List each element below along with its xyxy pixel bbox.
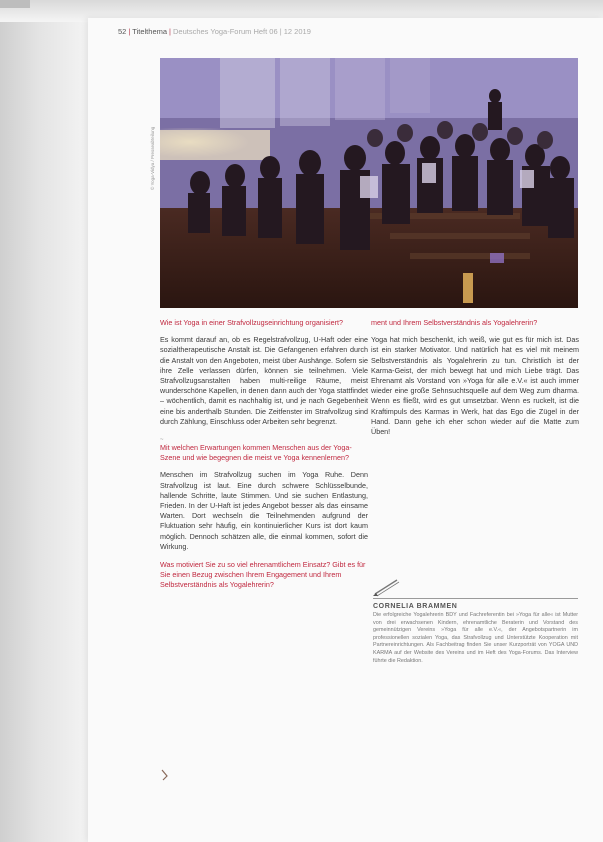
scan-corner-mark bbox=[0, 0, 30, 8]
author-divider bbox=[373, 598, 578, 599]
interview-answer: Yoga hat mich beschenkt, ich weiß, wie gut es für mich ist. Das ist ein starker Motivator. Und natürlich hat es viel mit meinem Selbstverständnis als Yogalehrerin zu tun. Christlich ist der Karma-Geist, der mich bewegt hat und mich Liebe trägt. Das Ehrenamt als Vorstand von »Yoga für alle e.V.« ist auch immer wieder eine große Sehnsuchtsquelle auf dem Weg zum dharma. Wenn es fließt, wird es gut umsetzbar. Wenn es ruckelt, ist die Kraftimpuls des Karmas in Werk, hat das Ego die Zügel in der Hand. Dann gehe ich eher schon wieder auf die Matte zum Üben! bbox=[371, 335, 579, 437]
issue-info: Deutsches Yoga-Forum Heft 06 | 12 2019 bbox=[173, 27, 311, 36]
scan-artifact-mark bbox=[160, 768, 170, 782]
interview-question: Wie ist Yoga in einer Strafvollzugseinrichtung organisiert? bbox=[160, 318, 343, 327]
scan-shadow-left bbox=[0, 0, 100, 842]
interview-question-continued: ment und Ihrem Selbstverständnis als Yogalehrerin? bbox=[371, 318, 538, 327]
section-title: Titelthema bbox=[132, 27, 168, 36]
pencil-icon bbox=[373, 577, 403, 597]
article-column-left bbox=[160, 318, 368, 598]
running-header: 52 | Titelthema | Deutsches Yoga-Forum Heft 06 | 12 2019 bbox=[118, 27, 311, 36]
interview-answer: Es kommt darauf an, ob es Regelstrafvollzug, U-Haft oder eine sozialtherapeutische Anstalt ist. Die Gefangenen erfahren durch die Anstalt von den Angeboten, meist über Aushänge. Sofern sie ihre Zelle verlassen dürfen, können sie teilnehmen. Viele Strafvollzugsanstalten haben multi-reilige Räume, meist wunderschöne Kapellen, in denen dann auch der Yoga stattfindet – wöchentlich, damit es nachhaltig ist, und je nach Gegebenheit eine bis anderthalb Stunden. Die Zeitfenster im Strafvollzug sind durch Zählung, Einschluss oder Arbeiten sehr begrenzt. bbox=[160, 335, 368, 426]
interview-question: Mit welchen Erwartungen kommen Menschen aus der Yoga-Szene und wie begegnen die meist ve Yoga kennenlernen? bbox=[160, 443, 352, 463]
photo-credit: © Yoga-Vidya / Presseabteilung bbox=[150, 126, 155, 190]
page-number: 52 bbox=[118, 27, 127, 36]
separator-mark: ~ bbox=[160, 437, 164, 444]
interview-question: Was motiviert Sie zu so viel ehrenamtlichem Einsatz? Gibt es für Sie einen Bezug zwischen Ihrem Engagement und Ihrem Selbstverständnis als Yogalehrerin? bbox=[160, 560, 366, 590]
article-photo bbox=[160, 58, 578, 308]
article-column-right bbox=[371, 318, 579, 445]
author-bio: Die erfolgreiche Yogalehrerin BDY und Fachreferentin bei »Yoga für alle« ist Mutter von drei erwachsenen Kindern, ehrenamtliche Beraterin und Vorstand des gemeinnützigen Vereins »Yoga für alle e.V.«, der Angebotspartnerin im professionellen sozialen Yoga, das Strafvollzug und Unterstützte Kooperation mit Partnereinrichtungen. Als Fachbeitrag finden Sie unser Kurzporträt von YOGA UND KARMA auf der Website des Vereins und im Heft des Yoga-Forums. Das Interview führte die Redaktion. bbox=[373, 612, 578, 664]
interview-answer: Menschen im Strafvollzug suchen im Yoga Ruhe. Denn Strafvollzug ist laut. Eine durch schwere Schlüsselbunde, hallende Schritte, laute Stimmen. Und sie suchen Entlastung, Frieden. In der U-Haft ist jedes Angebot besser als das einsame Warten. Dort wechseln die Teilnehmenden aufgrund der Fluktuation sehr häufig, ein kontinuierlicher Kurs ist dort kaum möglich. Dennoch schätzen alle, die einmal kommen, sofort die Wirkung. bbox=[160, 470, 368, 551]
author-name: CORNELIA BRAMMEN bbox=[373, 603, 458, 610]
photo-illustration bbox=[160, 58, 578, 308]
